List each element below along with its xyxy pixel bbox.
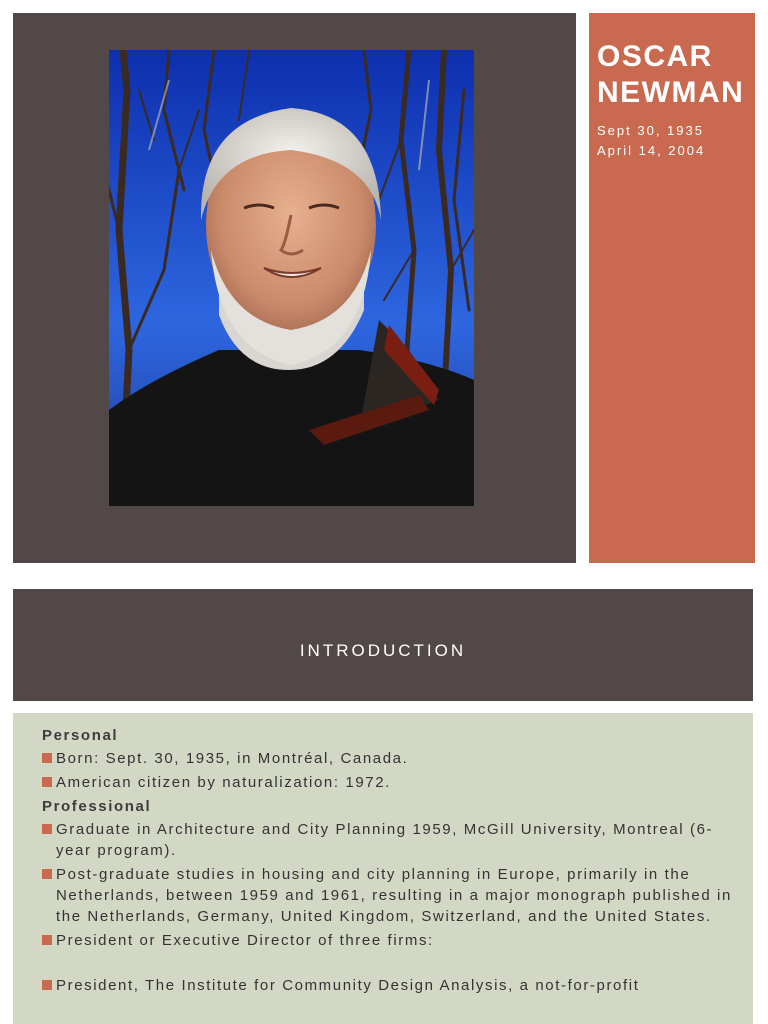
name-line-first: OSCAR <box>597 40 713 73</box>
list-item-text: Graduate in Architecture and City Planning 1959, McGill University, Montreal (6-year program). <box>56 821 714 859</box>
portrait-photo <box>109 50 474 506</box>
birth-date: Sept 30, 1935 <box>597 123 704 138</box>
bullet-square-icon <box>42 824 52 834</box>
list-item-text: American citizen by naturalization: 1972. <box>56 774 391 791</box>
list-item-text: President or Executive Director of three firms: <box>56 932 434 949</box>
list-item-text: Born: Sept. 30, 1935, in Montréal, Canada. <box>56 750 409 767</box>
bullet-square-icon <box>42 753 52 763</box>
title-panel <box>589 13 755 563</box>
spacer <box>42 954 732 975</box>
bullet-square-icon <box>42 980 52 990</box>
photo-panel <box>13 13 576 563</box>
death-date: April 14, 2004 <box>597 143 706 158</box>
name-line-last: NEWMAN <box>597 76 745 109</box>
list-item <box>42 772 732 793</box>
personal-heading: Personal <box>42 727 119 744</box>
list-item-text: President, The Institute for Community Design Analysis, a not-for-profit <box>56 977 640 994</box>
professional-heading: Professional <box>42 798 152 815</box>
list-item <box>42 819 732 861</box>
intro-heading: INTRODUCTION <box>299 641 467 660</box>
list-item <box>42 975 732 996</box>
list-item <box>42 748 732 769</box>
list-item <box>42 864 732 927</box>
bullet-square-icon <box>42 935 52 945</box>
intro-content-panel <box>13 713 753 1024</box>
person-name <box>597 39 744 111</box>
list-item <box>42 930 732 951</box>
life-dates <box>597 121 705 161</box>
intro-content <box>42 725 732 999</box>
intro-header-panel <box>13 589 753 701</box>
portrait-photo-graphic <box>109 50 474 506</box>
bullet-square-icon <box>42 869 52 879</box>
list-item-text: Post-graduate studies in housing and city planning in Europe, primarily in the Netherlands, between 1959 and 1961, resulting in a major monograph published in the Netherlands, Germany, United Kingdom, Switzerland, and the United States. <box>56 866 732 925</box>
bullet-square-icon <box>42 777 52 787</box>
